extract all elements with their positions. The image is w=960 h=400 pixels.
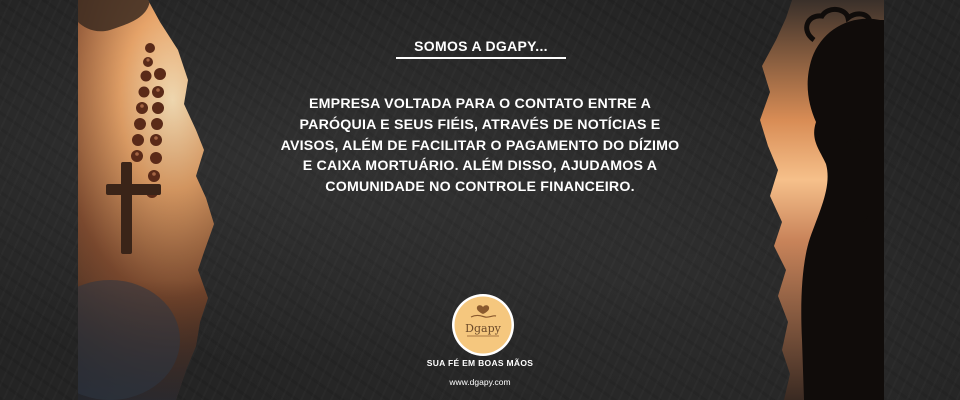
dgapy-logo <box>451 293 515 357</box>
rosary-photo <box>0 0 230 400</box>
title-block <box>396 38 566 59</box>
tagline: SUA FÉ EM BOAS MÃOS <box>426 358 534 368</box>
logo-text: Dgapy <box>465 322 501 335</box>
page-title: SOMOS A DGAPY... <box>414 38 548 54</box>
title-underline <box>396 57 566 59</box>
praying-silhouette-photo <box>730 0 960 400</box>
company-description: EMPRESA VOLTADA PARA O CONTATO ENTRE A PARÓQUIA E SEUS FIÉIS, ATRAVÉS DE NOTÍCIAS E AVISOS, ALÉM DE FACILITAR O PAGAMENTO DO DÍZIMO E CAIXA MORTUÁRIO. ALÉM DISSO, AJUDAMOS A COMUNIDADE NO CONTROLE FINANCEIRO. <box>280 96 680 196</box>
website-link[interactable]: www.dgapy.com <box>449 377 511 387</box>
